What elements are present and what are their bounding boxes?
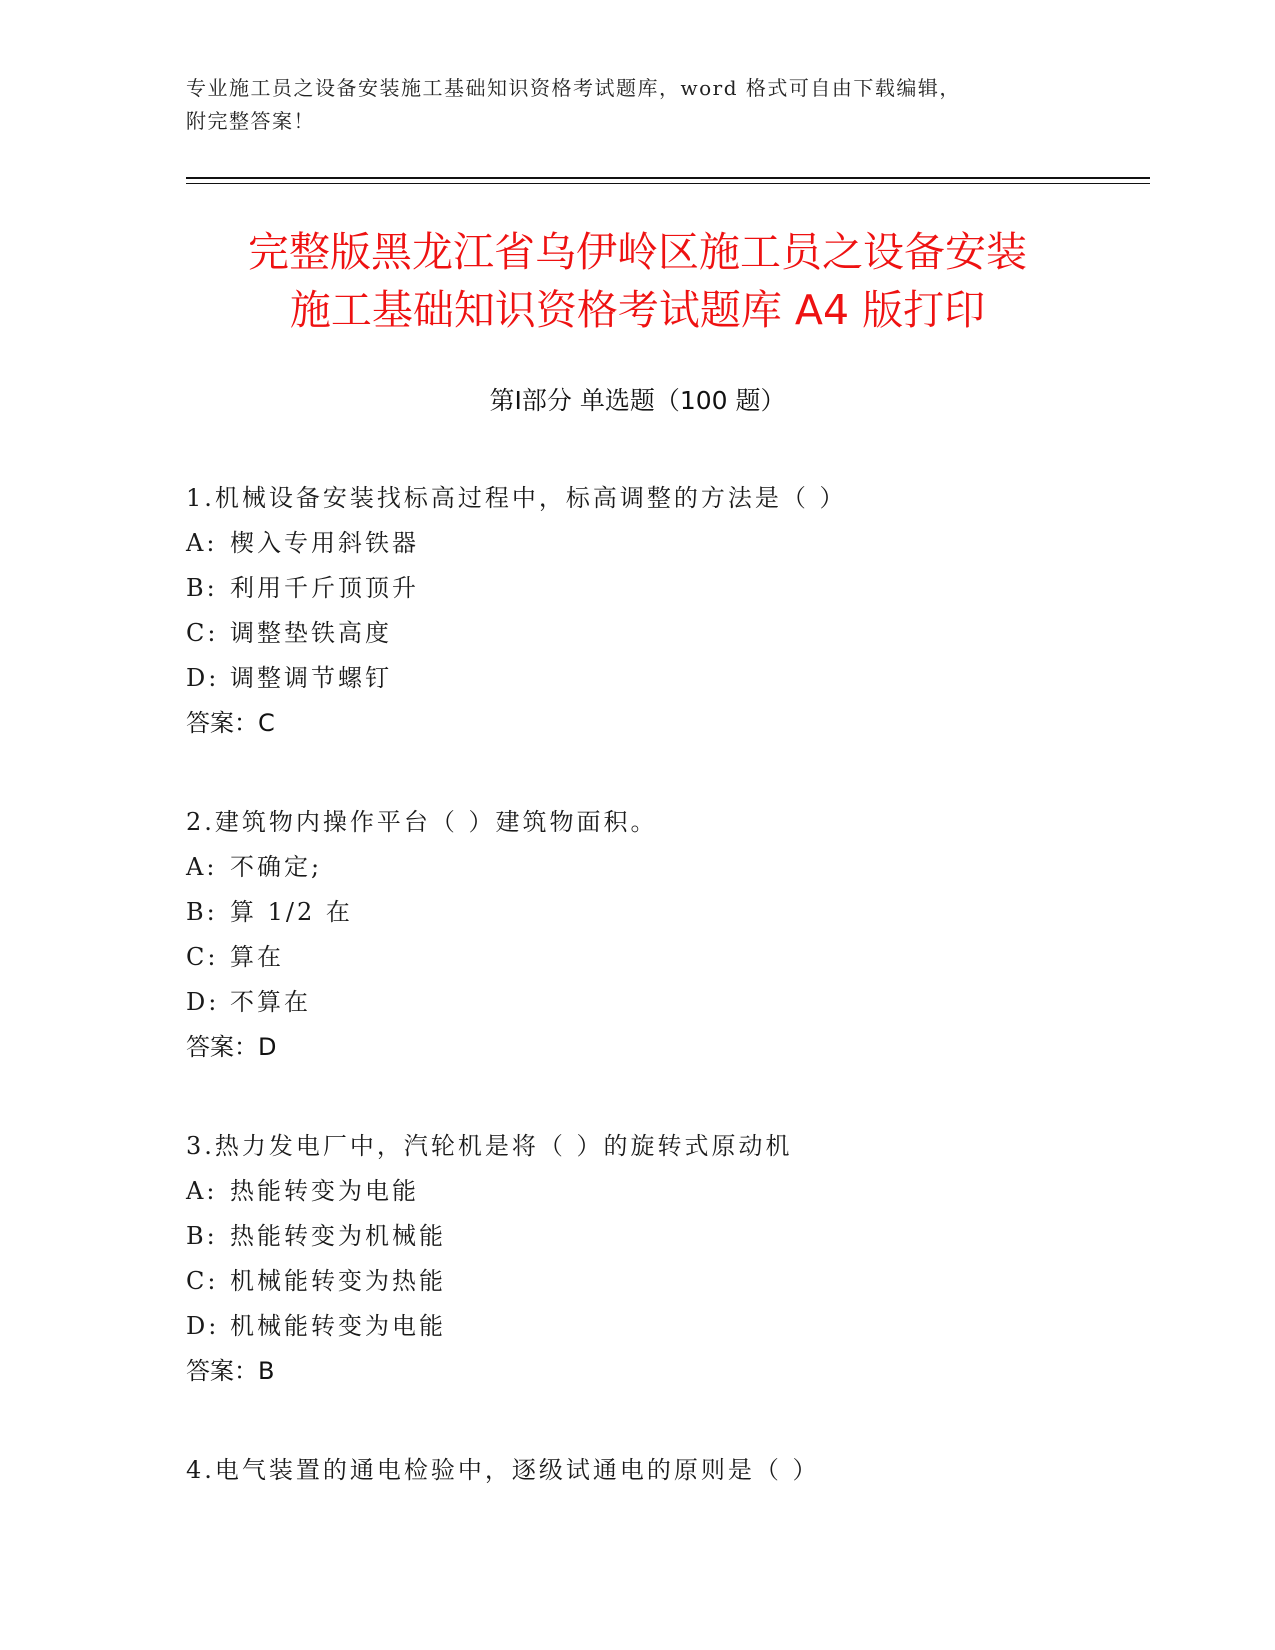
question-2 xyxy=(186,800,1146,1070)
question-stem: 4.电气装置的通电检验中，逐级试通电的原则是（ ） xyxy=(186,1456,820,1484)
option-a xyxy=(186,521,1146,566)
option-key: B: xyxy=(186,898,218,926)
header-note-line-2: 附完整答案！ xyxy=(186,109,315,133)
option-b xyxy=(186,1214,1146,1259)
option-key: A: xyxy=(186,1177,218,1205)
header-note xyxy=(186,72,1086,138)
option-d xyxy=(186,980,1146,1025)
question-4 xyxy=(186,1448,1146,1493)
option-key: C: xyxy=(186,1267,219,1295)
option-text: 利用千斤顶顶升 xyxy=(230,574,419,602)
option-text: 算 1/2 在 xyxy=(230,898,353,926)
answer: 答案：C xyxy=(186,709,275,737)
option-c xyxy=(186,935,1146,980)
option-a xyxy=(186,1169,1146,1214)
answer: 答案：B xyxy=(186,1357,275,1385)
section-heading: 第Ⅰ部分 单选题（100 题） xyxy=(489,386,786,415)
option-key: B: xyxy=(186,1222,218,1250)
option-d xyxy=(186,656,1146,701)
question-stem: 1.机械设备安装找标高过程中，标高调整的方法是（ ） xyxy=(186,484,847,512)
option-c xyxy=(186,1259,1146,1304)
option-text: 热能转变为电能 xyxy=(230,1177,419,1205)
question-stem: 3.热力发电厂中，汽轮机是将（ ）的旋转式原动机 xyxy=(186,1132,793,1160)
question-list xyxy=(186,476,1146,1547)
header-divider-thick xyxy=(186,177,1150,179)
answer: 答案：D xyxy=(186,1033,277,1061)
question-stem: 2.建筑物内操作平台（ ）建筑物面积。 xyxy=(186,808,658,836)
option-key: C: xyxy=(186,943,219,971)
header-note-line-1: 专业施工员之设备安装施工基础知识资格考试题库，word 格式可自由下载编辑， xyxy=(186,76,961,100)
option-text: 机械能转变为热能 xyxy=(230,1267,446,1295)
option-key: D: xyxy=(186,1312,220,1340)
option-text: 机械能转变为电能 xyxy=(230,1312,446,1340)
option-text: 不算在 xyxy=(230,988,311,1016)
header-divider-thin xyxy=(186,183,1150,184)
option-text: 楔入专用斜铁器 xyxy=(230,529,419,557)
option-b xyxy=(186,890,1146,935)
option-text: 调整调节螺钉 xyxy=(230,664,392,692)
option-text: 不确定; xyxy=(230,853,323,881)
option-key: D: xyxy=(186,988,220,1016)
option-key: D: xyxy=(186,664,220,692)
question-1 xyxy=(186,476,1146,746)
question-3 xyxy=(186,1124,1146,1394)
option-key: A: xyxy=(186,529,218,557)
option-key: C: xyxy=(186,619,219,647)
document-title xyxy=(120,223,1155,339)
option-a xyxy=(186,845,1146,890)
option-b xyxy=(186,566,1146,611)
document-title-line-1: 完整版黑龙江省乌伊岭区施工员之设备安装 xyxy=(248,228,1027,276)
option-text: 调整垫铁高度 xyxy=(230,619,392,647)
option-text: 热能转变为机械能 xyxy=(230,1222,446,1250)
option-text: 算在 xyxy=(230,943,284,971)
option-d xyxy=(186,1304,1146,1349)
option-key: B: xyxy=(186,574,218,602)
option-c xyxy=(186,611,1146,656)
option-key: A: xyxy=(186,853,218,881)
document-title-line-2: 施工基础知识资格考试题库 A4 版打印 xyxy=(289,286,986,334)
